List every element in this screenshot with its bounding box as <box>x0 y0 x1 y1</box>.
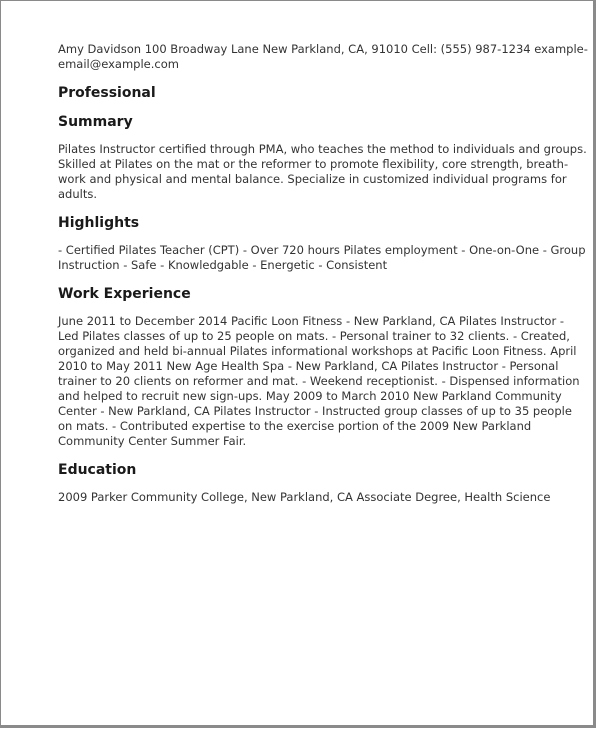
education-text: 2009 Parker Community College, New Parkland, CA Associate Degree, Health Science <box>58 490 551 504</box>
summary-text: Pilates Instructor certified through PMA, who teaches the method to individuals and groups. Skilled at Pilates on the mat or the reformer to promote flexibility, core strength, breath-work and physical and mental balance. Specialize in customized individual programs for adults. <box>58 142 587 201</box>
section-title-summary: Summary <box>58 114 133 130</box>
section-title-education: Education <box>58 462 137 478</box>
contact-info: Amy Davidson 100 Broadway Lane New Parkland, CA, 91010 Cell: (555) 987-1234 example-email@example.com <box>58 42 588 71</box>
section-title-highlights: Highlights <box>58 215 140 231</box>
section-title-professional: Professional <box>58 85 156 101</box>
work-experience-text: June 2011 to December 2014 Pacific Loon Fitness - New Parkland, CA Pilates Instructor - Led Pilates classes of up to 25 people on mats. - Personal trainer to 32 clients. - Created, organized and held bi-annual Pilates informational workshops at Pacific Loon Fitness. April 2010 to May 2011 New Age Health Spa - New Parkland, CA Pilates Instructor - Personal trainer to 20 clients on reformer and mat. - Weekend receptionist. - Dispensed information and helped to recruit new sign-ups. May 2009 to March 2010 New Parkland Community Center - New Parkland, CA Pilates Instructor - Instructed group classes of up to 35 people on mats. - Contributed expertise to the exercise portion of the 2009 New Parkland Community Center Summer Fair. <box>58 314 580 448</box>
highlights-text: - Certified Pilates Teacher (CPT) - Over 720 hours Pilates employment - One-on-One - Group Instruction - Safe - Knowledgable - Energetic - Consistent <box>58 243 586 272</box>
resume-content <box>58 42 588 517</box>
section-title-work-experience: Work Experience <box>58 286 191 302</box>
